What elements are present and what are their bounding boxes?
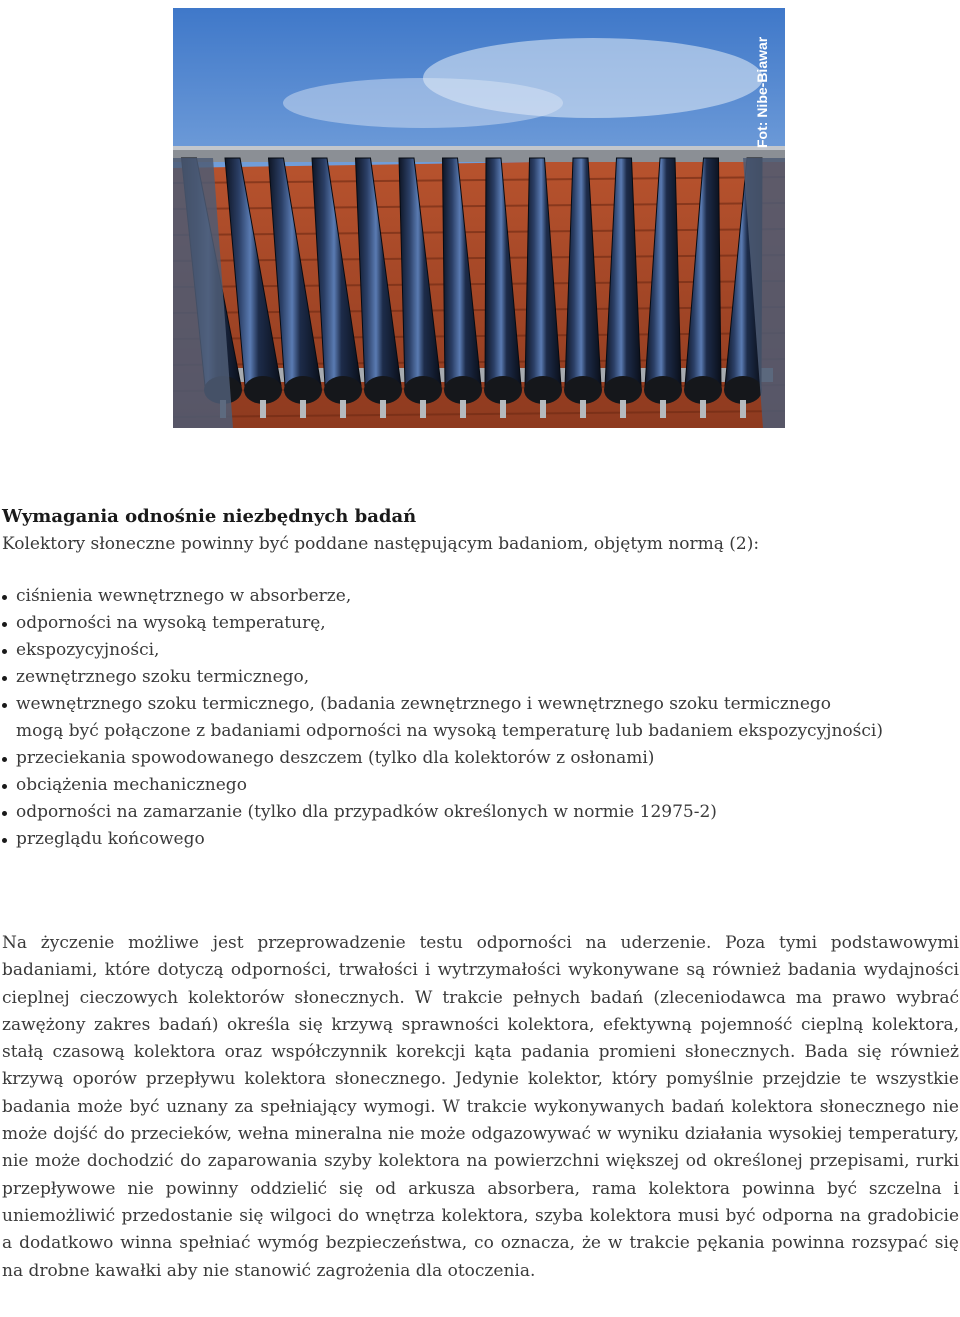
test-item-text: ekspozycyjności, (16, 640, 160, 660)
body-paragraph: Na życzenie możliwe jest przeprowadzenie testu odporności na uderzenie. Poza tymi podstawowymi badaniami, które dotyczą odporności, trwałości i wytrzymałości wykonywane są również badania wydajności cieplnej cieczowych kolektorów słonecznych. W trakcie pełnych badań (zleceniodawca ma prawo wybrać zawężony zakres badań) określa się krzywą sprawności kolektora, efektywną pojemność cieplną kolektora, stałą czasową kolektora oraz współczynnik korekcji kąta padania promieni słonecznych. Bada się również krzywą oporów przepływu kolektora słonecznego. Jedynie kolektor, który pomyślnie przejdzie te wszystkie badania może być uznany za spełniający wymogi. W trakcie wykonywanych badań kolektora słonecznego nie może dojść do przecieków, wełna mineralna nie może odgazowywać w wyniku działania wysokiej temperatury, nie może dochodzić do zaparowania szyby kolektora na powierzchni większej od określonej przepisami, rurki przepływowe nie powinny oddzielić się od arkusza absorbera, rama kolektora powinna być szczelna i uniemożliwić przedostanie się wilgoci do wnętrza kolektora, szyba kolektora musi być odporna na gradobicie a dodatkowo winna spełniać wymóg bezpieczeństwa, co oznacza, że w trakcie pękania powinna rozsypać się na drobne kawałki aby nie stanowić zagrożenia dla otoczenia. (2, 933, 959, 1281)
test-list-item (0, 583, 960, 610)
test-item-text: obciążenia mechanicznego (16, 775, 247, 795)
test-item-text: odporności na wysoką temperaturę, (16, 613, 326, 633)
test-item-text: przeglądu końcowego (16, 829, 205, 849)
solar-collector-photo (173, 8, 785, 428)
test-item-continuation: mogą być połączone z badaniami odporności na wysoką temperaturę lub badaniem ekspozycyjności) (16, 721, 883, 741)
section-heading: Wymagania odnośnie niezbędnych badań (2, 506, 417, 527)
test-item-text: przeciekania spowodowanego deszczem (tylko dla kolektorów z osłonami) (16, 748, 655, 768)
section-intro: Kolektory słoneczne powinny być poddane następującym badaniom, objętym normą (2): (2, 534, 760, 554)
test-list-item (0, 610, 960, 637)
tests-list (0, 583, 960, 853)
test-item-text: odporności na zamarzanie (tylko dla przypadków określonych w normie 12975-2) (16, 802, 717, 822)
test-item-text: ciśnienia wewnętrznego w absorberze, (16, 586, 352, 606)
test-item-text: wewnętrznego szoku termicznego, (badania zewnętrznego i wewnętrznego szoku termicznego (16, 694, 831, 714)
photo-credit: Fot: Nibe-Biawar (754, 36, 770, 148)
test-list-item (0, 664, 960, 691)
test-item-text: zewnętrznego szoku termicznego, (16, 667, 310, 687)
test-list-item (0, 799, 960, 826)
test-list-item (0, 745, 960, 772)
test-list-item (0, 772, 960, 799)
test-list-item (0, 691, 960, 745)
solar-collector-image (173, 8, 785, 428)
test-list-item (0, 826, 960, 853)
test-list-item (0, 637, 960, 664)
